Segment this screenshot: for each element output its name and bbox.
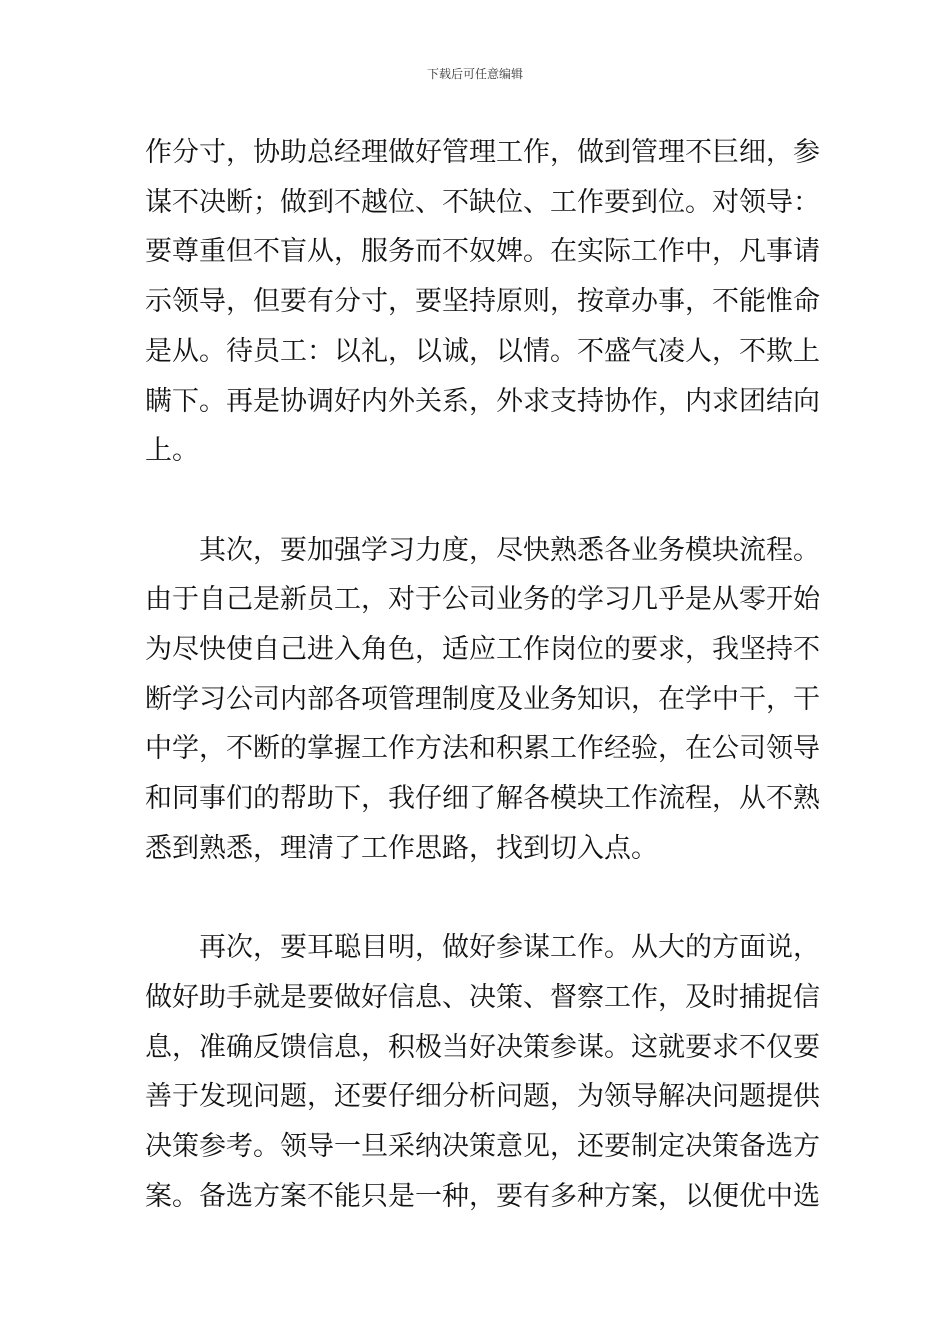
text-line: 和同事们的帮助下，我仔细了解各模块工作流程，从不熟: [145, 783, 820, 815]
text-line: 做好助手就是要做好信息、决策、督察工作，及时捕捉信: [145, 981, 820, 1013]
text-line: 示领导，但要有分寸，要坚持原则，按章办事，不能惟命: [145, 286, 820, 318]
text-line: 其次，要加强学习力度，尽快熟悉各业务模块流程。: [199, 534, 820, 566]
page-header: 下载后可任意编辑: [426, 67, 523, 81]
text-line: 作分寸，协助总经理做好管理工作，做到管理不巨细，参: [145, 137, 820, 168]
text-line: 案。备选方案不能只是一种，要有多种方案，以便优中选: [145, 1180, 820, 1212]
text-line: 息，准确反馈信息，积极当好决策参谋。这就要求不仅要: [145, 1031, 820, 1063]
document-body: [145, 128, 820, 1221]
text-line: 谋不决断；做到不越位、不缺位、工作要到位。对领导：: [145, 186, 820, 218]
text-line: 善于发现问题，还要仔细分析问题，为领导解决问题提供: [145, 1081, 820, 1113]
text-line: 为尽快使自己进入角色，适应工作岗位的要求，我坚持不: [145, 634, 820, 666]
text-line: 由于自己是新员工，对于公司业务的学习几乎是从零开始: [145, 584, 820, 616]
text-line: 再次，要耳聪目明，做好参谋工作。从大的方面说，: [199, 932, 820, 964]
text-line: 上。: [145, 435, 199, 467]
text-line: 悉到熟悉，理清了工作思路，找到切入点。: [145, 832, 658, 864]
text-line: 是从。待员工：以礼，以诚，以情。不盛气凌人，不欺上: [145, 335, 820, 367]
paragraph-3: [145, 923, 820, 1221]
text-line: 要尊重但不盲从，服务而不奴婢。在实际工作中，凡事请: [145, 236, 820, 268]
text-line: 断学习公司内部各项管理制度及业务知识，在学中干，干: [145, 683, 820, 715]
text-line: 中学，不断的掌握工作方法和积累工作经验，在公司领导: [145, 733, 820, 765]
paragraph-2: [145, 526, 820, 874]
text-line: 决策参考。领导一旦采纳决策意见，还要制定决策备选方: [145, 1131, 820, 1163]
paragraph-1: [145, 128, 820, 476]
text-line: 瞒下。再是协调好内外关系，外求支持协作，内求团结向: [145, 385, 820, 417]
